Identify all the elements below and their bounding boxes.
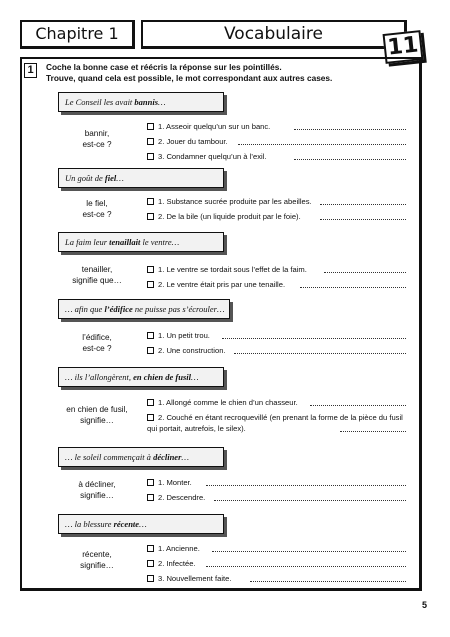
option-text: 2. Le ventre était pris par une tenaille. [158,280,286,289]
checkbox[interactable] [147,545,154,552]
checkbox[interactable] [147,153,154,160]
checkbox[interactable] [147,266,154,273]
question-line: signifie… [80,561,114,570]
answer-line[interactable] [320,197,406,205]
question-line: récente, [82,550,112,559]
question-label [52,198,142,220]
question-line: est-ce ? [82,344,112,353]
checkbox[interactable] [147,332,154,339]
option-row[interactable] [147,196,312,207]
heading-text: … [116,173,124,183]
option-text: 2. Descendre. [158,493,206,502]
option-row[interactable] [147,345,226,356]
page-title: Vocabulaire [141,20,407,49]
checkbox[interactable] [147,198,154,205]
heading-keyword: l’édifice [104,304,133,314]
answer-line[interactable] [294,152,406,160]
section-heading [58,299,230,319]
section-heading [58,447,224,467]
option-text: 1. Ancienne. [158,544,200,553]
option-text: 2. De la bile (un liquide produit par le foie). [158,212,301,221]
heading-text: ne puisse pas s’écrouler… [132,304,225,314]
option-text: 1. Le ventre se tordait sous l’effet de la faim. [158,265,307,274]
heading-text: … [191,372,199,382]
heading-keyword: récente [113,519,140,529]
option-row[interactable] [147,151,267,162]
answer-line[interactable] [250,574,406,582]
option-row[interactable] [147,121,270,132]
heading-text: Le Conseil les avait [65,97,135,107]
heading-keyword: décliner [153,452,182,462]
option-row[interactable] [147,397,298,408]
heading-keyword: en chien de fusil [133,372,192,382]
option-text: 1. Un petit trou. [158,331,210,340]
heading-keyword: tenaillait [109,237,141,247]
answer-line[interactable] [222,331,406,339]
option-row[interactable] [147,279,285,290]
option-row[interactable] [147,492,205,503]
option-row[interactable] [147,543,200,554]
checkbox[interactable] [147,414,154,421]
heading-keyword: bannis [134,97,159,107]
answer-line[interactable] [310,398,406,406]
option-row[interactable] [147,558,196,569]
chapter-label: Chapitre 1 [20,20,135,49]
instruction-line-1: Coche la bonne case et réécris la réponse sur les pointillés. [46,62,282,72]
question-line: bannir, [84,129,110,138]
heading-text: La faim leur [65,237,110,247]
option-row[interactable] [147,136,228,147]
section-heading [58,367,224,387]
option-text: 2. Une construction. [158,346,226,355]
heading-text: … [181,452,189,462]
heading-text: Un goût de [65,173,105,183]
question-line: l’édifice, [82,333,112,342]
answer-line[interactable] [320,212,406,220]
answer-line[interactable] [214,493,406,501]
heading-text: … afin que [65,304,105,314]
page-number: 5 [422,600,428,610]
answer-line[interactable] [234,346,406,354]
checkbox[interactable] [147,494,154,501]
question-line: en chien de fusil, [66,405,128,414]
question-label [52,404,142,426]
option-text: 1. Allongé comme le chien d’un chasseur. [158,398,298,407]
section-heading [58,232,224,252]
answer-line[interactable] [340,424,406,432]
checkbox[interactable] [147,213,154,220]
question-line: signifie… [80,416,114,425]
checkbox[interactable] [147,560,154,567]
question-line: tenailler, [81,265,113,274]
answer-line[interactable] [206,478,406,486]
answer-line[interactable] [324,265,406,273]
exercise-number: 1 [24,63,37,78]
option-text: 3. Nouvellement faite. [158,574,232,583]
option-row[interactable] [147,573,231,584]
instruction-line-2: Trouve, quand cela est possible, le mot correspondant aux autres cases. [46,73,333,83]
question-line: est-ce ? [82,140,112,149]
section-heading [58,168,224,188]
checkbox[interactable] [147,347,154,354]
answer-line[interactable] [294,122,406,130]
question-label [52,264,142,286]
answer-line[interactable] [206,559,406,567]
question-line: est-ce ? [82,210,112,219]
option-row[interactable] [147,264,307,275]
answer-line[interactable] [212,544,406,552]
page-badge: 11 [383,30,424,64]
question-label [52,479,142,501]
option-text: 2. Couché en étant recroquevillé (en prenant la forme de la pièce du fusil qui portait, autrefois, le silex). [147,413,403,433]
heading-text: … la blessure [65,519,114,529]
checkbox[interactable] [147,123,154,130]
question-line: signifie que… [72,276,122,285]
option-text: 2. Jouer du tambour. [158,137,228,146]
heading-text: … ils l’allongèrent, [65,372,134,382]
answer-line[interactable] [238,137,406,145]
checkbox[interactable] [147,479,154,486]
option-text: 1. Asseoir quelqu’un sur un banc. [158,122,271,131]
question-label [52,332,142,354]
section-heading [58,514,224,534]
checkbox[interactable] [147,138,154,145]
option-row[interactable] [147,330,210,341]
option-text: 2. Infectée. [158,559,196,568]
option-text: 1. Monter. [158,478,192,487]
question-label [52,549,142,571]
checkbox[interactable] [147,399,154,406]
checkbox[interactable] [147,575,154,582]
heading-text: … le soleil commençait à [65,452,154,462]
heading-text: … [139,519,147,529]
question-label [52,128,142,150]
option-text: 1. Substance sucrée produite par les abeilles. [158,197,312,206]
heading-keyword: fiel [104,173,117,183]
heading-text: le ventre… [140,237,180,247]
section-heading [58,92,224,112]
question-line: signifie… [80,491,114,500]
option-row[interactable] [147,211,301,222]
question-line: le fiel, [86,199,108,208]
heading-text: … [158,97,166,107]
option-text: 3. Condamner quelqu’un à l’exil. [158,152,267,161]
answer-line[interactable] [300,280,406,288]
checkbox[interactable] [147,281,154,288]
option-row[interactable] [147,477,192,488]
question-line: à décliner, [78,480,116,489]
